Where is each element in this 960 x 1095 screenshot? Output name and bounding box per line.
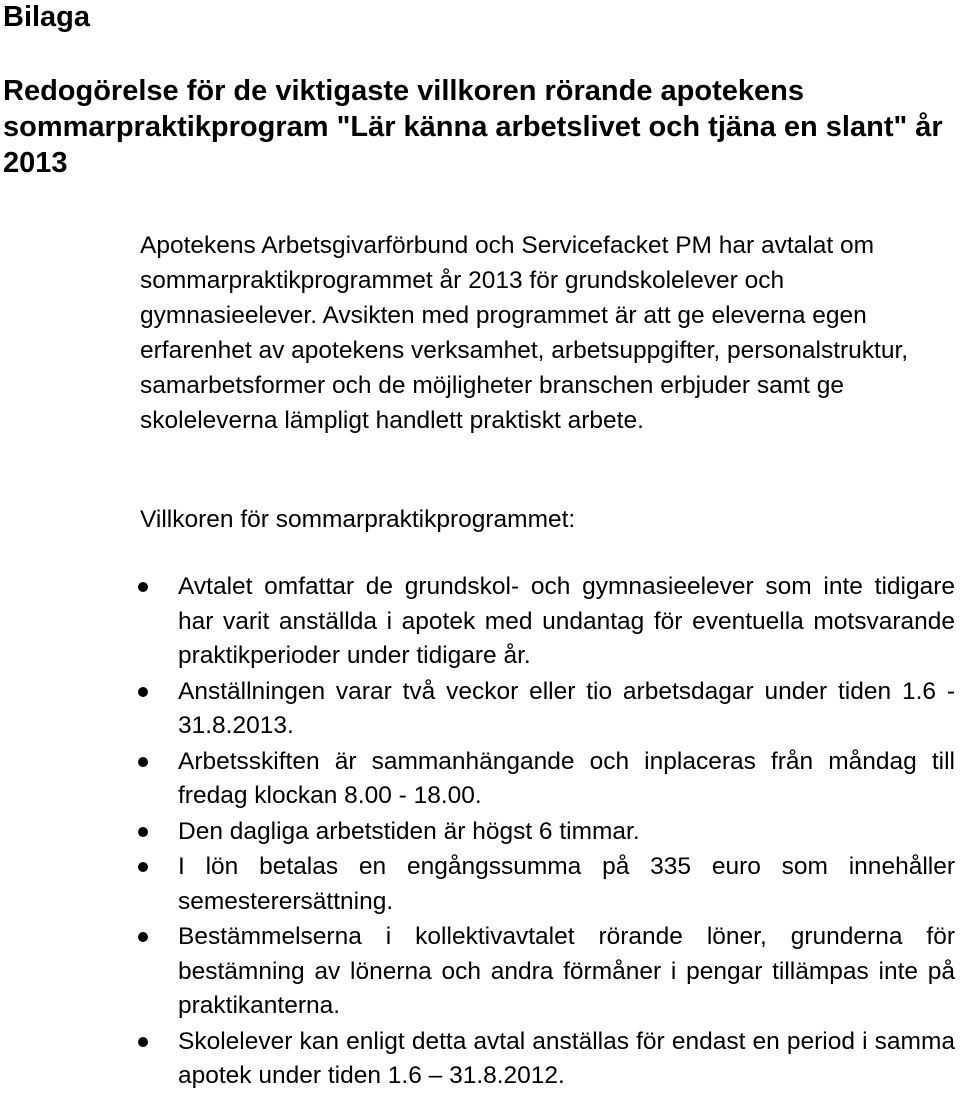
bullet-icon (138, 932, 148, 942)
list-item-text: Den dagliga arbetstiden är högst 6 timmar. (178, 817, 640, 845)
list-item-text: Anställningen varar två veckor eller tio arbetsdagar under tiden 1.6 - 31.8.2013. (178, 677, 955, 739)
list-item-text: I lön betalas en engångssumma på 335 euro som innehåller semesterersättning. (178, 853, 955, 915)
bullet-icon (138, 1037, 148, 1047)
list-item-text: Bestämmelserna i kollektivavtalet rörande löner, grunderna för bestämning av lönerna och andra förmåner i pengar tillämpas inte på praktikanterna. (178, 923, 955, 1019)
page-label: Bilaga (3, 1, 91, 33)
list-item-text: Skolelever kan enligt detta avtal anställas för endast en period i samma apotek under tiden 1.6 – 31.8.2012. (178, 1027, 955, 1089)
bullet-icon (138, 582, 148, 592)
list-item-text: Arbetsskiften är sammanhängande och inplaceras från måndag till fredag klockan 8.00 - 18.00. (178, 747, 955, 809)
list-item (140, 815, 955, 850)
list-item-text: Avtalet omfattar de grundskol- och gymnasieelever som inte tidigare har varit anställda i apotek med undantag för eventuella motsvarande praktikperioder under tidigare år. (178, 573, 955, 669)
bullet-icon (138, 687, 148, 697)
list-item (140, 570, 955, 674)
list-item (140, 850, 955, 919)
bullet-icon (138, 862, 148, 872)
conditions-heading: Villkoren för sommarpraktikprogrammet: (140, 506, 576, 533)
bullet-icon (138, 827, 148, 837)
conditions-list (140, 570, 955, 1095)
list-item (140, 920, 955, 1024)
list-item (140, 1025, 955, 1094)
list-item (140, 745, 955, 814)
bullet-icon (138, 757, 148, 767)
list-item (140, 675, 955, 744)
intro-paragraph: Apotekens Arbetsgivarförbund och Servicefacket PM har avtalat om sommarpraktikprogrammet år 2013 för grundskolelever och gymnasieelever. Avsikten med programmet är att ge eleverna egen erfarenhet av apotekens verksamhet, arbetsuppgifter, personalstruktur, samarbetsformer och de möjligheter branschen erbjuder samt ge skoleleverna lämpligt handlett praktiskt arbete. (140, 232, 909, 434)
document-title: Redogörelse för de viktigaste villkoren rörande apotekens sommarpraktikprogram "Lär känna arbetslivet och tjäna en slant" år 2013 (3, 75, 943, 179)
